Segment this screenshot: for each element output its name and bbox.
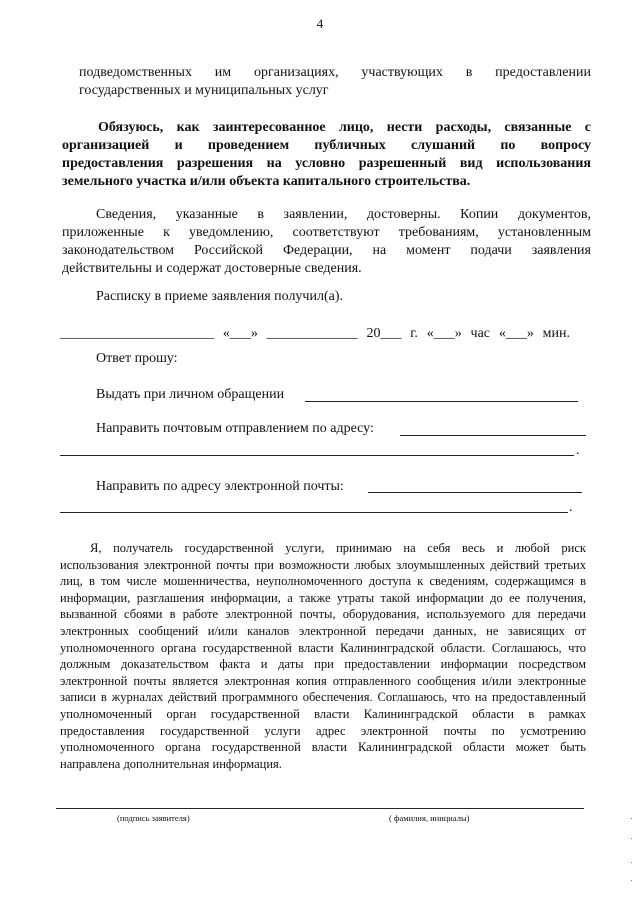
email-field-line: [368, 492, 582, 493]
info-line: Сведения, указанные в заявлении, достоверны. Копии документов,: [96, 207, 591, 222]
scan-speck: [631, 862, 632, 863]
personal-field-line: [305, 401, 578, 402]
consent-line: электронных сообщений и/или каналов электронной передачи данных, не зависящих от: [60, 623, 586, 638]
answer-heading: Ответ прошу:: [96, 351, 178, 366]
consent-line: использования электронной почты при возможности любых злоумышленных действий третьих: [60, 557, 586, 572]
consent-line: уполномоченный орган государственной власти Калининградской области в рамках: [60, 706, 586, 721]
answer-postal-label: Направить почтовым отправлением по адресу:: [96, 421, 374, 436]
info-line: законодательством Российской Федерации, на момент подачи заявления: [62, 243, 591, 258]
scan-speck: [631, 838, 632, 839]
postal-line-dot: .: [576, 443, 580, 458]
info-line: действительны и содержат достоверные сведения.: [62, 261, 362, 276]
consent-line: должным доказательством факта и даты при предоставлении информации посредством: [60, 657, 586, 672]
consent-paragraph: [60, 540, 586, 772]
postal-field-line: [400, 435, 586, 436]
info-paragraph: [62, 206, 591, 278]
intro-line: государственных и муниципальных услуг: [79, 83, 329, 98]
obligation-line: Обязуюсь, как заинтересованное лицо, нести расходы, связанные с: [98, 120, 591, 135]
consent-line: Я, получатель государственной услуги, принимаю на себя весь и любой риск: [90, 541, 586, 555]
obligation-line: земельного участка и/или объекта капитального строительства.: [62, 174, 471, 189]
postal-field-line-2: [60, 455, 574, 456]
signature-line: [56, 808, 584, 809]
email-line-dot: .: [569, 500, 573, 515]
consent-line: информации, разглашения информации, а также утраты такой информации до ее получения,: [60, 590, 586, 605]
scan-speck: [631, 880, 632, 881]
answer-personal-label: Выдать при личном обращении: [96, 387, 285, 402]
scan-speck: [631, 818, 632, 819]
email-field-line-2: [60, 512, 568, 513]
obligation-line: организацией и проведением публичных слушаний по вопросу: [62, 138, 591, 153]
consent-line: уполномоченного органа государственной власти Калининградской области. Соглашаюсь, что: [60, 640, 586, 655]
obligation-paragraph: [62, 119, 591, 191]
answer-email-label: Направить по адресу электронной почты:: [96, 479, 344, 494]
intro-line: подведомственных им организациях, участвующих в предоставлении: [79, 65, 591, 80]
name-caption: ( фамилия, инициалы): [389, 813, 470, 823]
intro-paragraph: [79, 64, 591, 100]
consent-line: предоставления государственной услуги адрес электронной почты по усмотрению: [60, 723, 586, 738]
info-line: приложенные к уведомлению, соответствуют требованиям, установленным: [62, 225, 591, 240]
consent-line: вызванной сбоями в работе электронной почты, оборудования, используемого для передачи: [60, 607, 586, 622]
consent-line: лиц, в том числе мошенничества, неуполномоченного доступа к сведениям, содержащимся в: [60, 574, 586, 589]
consent-line: уполномоченного органа государственной власти Калининградской области может быть: [60, 740, 586, 755]
consent-line: записи в журналах действий программного обеспечения. Соглашаюсь, что на предоставленный: [60, 690, 586, 705]
obligation-line: предоставления разрешения на условно разрешенный вид использования: [62, 156, 591, 171]
receipt-date-line: ______________________ «___» _____________ 20___ г. «___» час «___» мин.: [60, 326, 570, 341]
receipt-text: Расписку в приеме заявления получил(а).: [96, 289, 343, 304]
page-number: 4: [316, 16, 324, 31]
consent-line: электронной почты является электронная копия отправленного сообщения и/или электронные: [60, 673, 586, 688]
consent-line: направлена дополнительная информация.: [60, 756, 282, 771]
signature-caption: (подпись заявителя): [117, 813, 190, 823]
